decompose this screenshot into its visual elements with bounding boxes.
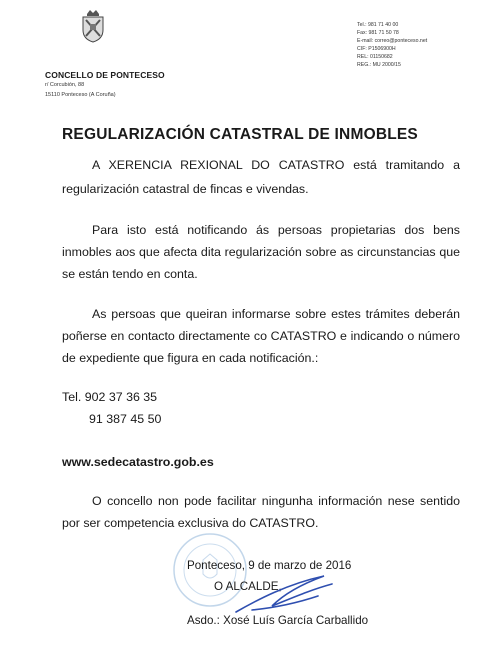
paragraph-3-line-2: poñerse en contacto directamente co CATASTRO e indicando o número [62, 329, 460, 343]
paragraph-2-line-1: Para isto está notificando ás persoas propietarias dos bens [92, 223, 460, 237]
paragraph-1-line-2: regularización catastral de fincas e vivendas. [62, 182, 309, 196]
paragraph-4-line-2: por ser competencia exclusiva do CATASTRO. [62, 516, 319, 530]
phone-secondary: 91 387 45 50 [89, 412, 162, 426]
paragraph-3-line-3: de expediente que figura en cada notificación.: [62, 351, 319, 365]
paragraph-2-line-2: inmobles aos que afecta dita regularización sobre as circunstancias que [62, 245, 460, 259]
contact-rel: REL: 01150682 [357, 54, 393, 60]
address-street: r/ Corcubión, 88 [45, 82, 85, 88]
signer-name: Asdo.: Xosé Luís García Carballido [187, 614, 369, 627]
place-and-date: Ponteceso, 9 de marzo de 2016 [187, 559, 352, 572]
website-link[interactable]: www.sedecatastro.gob.es [62, 455, 214, 469]
address-city: 15110 Ponteceso (A Coruña) [45, 92, 116, 98]
contact-fax: Fax: 981 71 50 78 [357, 30, 399, 36]
contact-reg: REG.: MU 2000/15 [357, 62, 401, 68]
contact-phone: Tel.: 981 71 40 00 [357, 22, 399, 28]
paragraph-1-line-1: A XERENCIA REXIONAL DO CATASTRO está tramitando a [92, 158, 460, 172]
paragraph-4-line-1: O concello non pode facilitar ningunha información nese sentido [92, 494, 460, 508]
paragraph-3-line-1: As persoas que queiran informarse sobre estes trámites deberán [92, 307, 460, 321]
paragraph-2-line-3: se están tendo en conta. [62, 267, 198, 281]
contact-cif: CIF: P1506900H [357, 46, 396, 52]
organization-name: CONCELLO DE PONTECESO [45, 70, 165, 80]
signer-role: O ALCALDE, [214, 580, 282, 593]
document-title: REGULARIZACIÓN CATASTRAL DE INMOBLES [62, 126, 418, 143]
coat-of-arms-icon [78, 8, 108, 44]
phone-primary: Tel. 902 37 36 35 [62, 390, 158, 404]
contact-email: E-mail: correo@ponteceso.net [357, 38, 428, 44]
handwritten-signature-icon [232, 570, 342, 620]
